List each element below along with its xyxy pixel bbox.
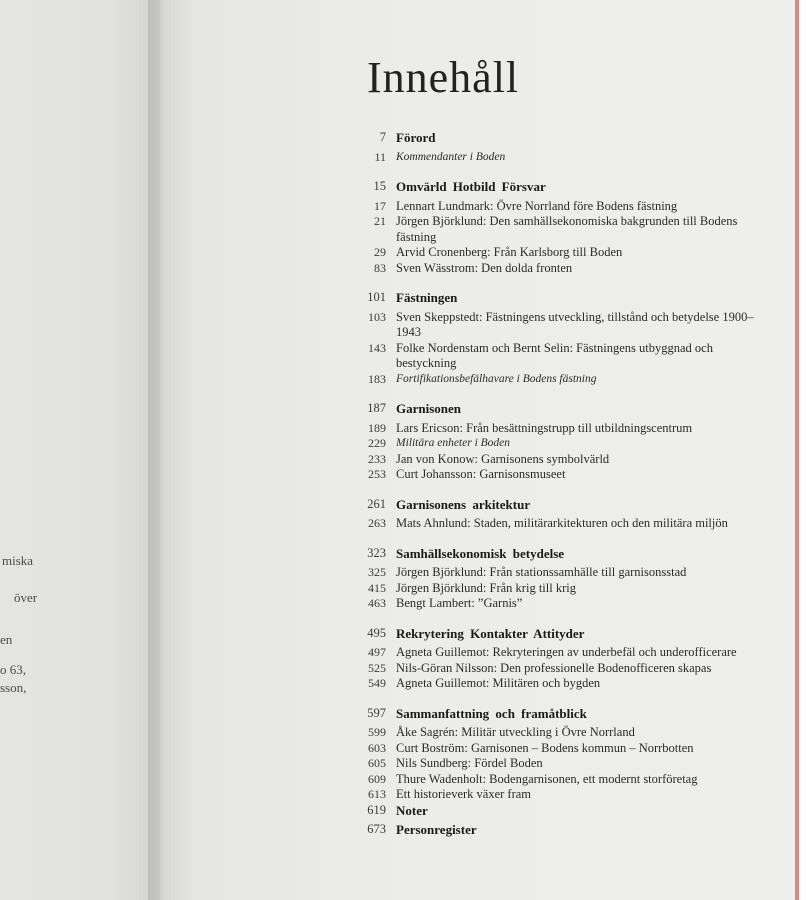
- toc-entry-title: Jan von Konow: Garnisonens symbolvärld: [396, 451, 610, 466]
- toc-entry-title: Förord: [396, 130, 436, 145]
- page-edge: [795, 0, 799, 900]
- toc-entry-title: Jörgen Björklund: Från stationssamhälle till garnisonsstad: [396, 565, 687, 579]
- toc-page-number: 21: [374, 214, 386, 228]
- toc-page-number: 17: [374, 198, 386, 213]
- left-page-fragment: över: [14, 590, 38, 605]
- toc-entry-title: Nils-Göran Nilsson: Den professionelle Bodenofficeren skapas: [396, 660, 712, 675]
- toc-heading: [330, 803, 770, 819]
- toc-entry: [330, 467, 770, 483]
- toc-page-number: 7: [379, 130, 386, 144]
- toc-entry: [330, 645, 770, 661]
- toc-entry: [330, 725, 770, 741]
- toc-page-number: 253: [368, 467, 386, 481]
- toc-entry-title: Sven Wässtrom: Den dolda fronten: [396, 260, 573, 275]
- toc-heading: [330, 626, 770, 642]
- toc-heading: [330, 822, 770, 838]
- toc-page-number: 143: [368, 340, 386, 355]
- toc-page-number: 415: [368, 580, 386, 595]
- toc-entry-title: Mats Ahnlund: Staden, militärarkitekturen och den militära miljön: [396, 516, 728, 530]
- toc-entry: [330, 661, 770, 677]
- toc-section: [330, 706, 770, 838]
- toc-entry: [330, 581, 770, 597]
- toc-entry-title: Omvärld Hotbild Försvar: [396, 179, 546, 194]
- toc-page-number: 11: [374, 149, 386, 164]
- toc-section: [330, 626, 770, 692]
- toc-heading: [330, 706, 770, 722]
- toc-entry-title: Fortifikationsbefälhavare i Bodens fästning: [396, 372, 597, 385]
- toc-entry-title: Personregister: [396, 822, 477, 837]
- toc-entry: [330, 421, 770, 437]
- toc-entry-title: Fästningen: [396, 290, 458, 305]
- toc-entry: [330, 150, 770, 166]
- toc-entry-title: Jörgen Björklund: Från krig till krig: [396, 580, 576, 595]
- toc-entry: [330, 245, 770, 261]
- toc-section: [330, 130, 770, 165]
- toc-section: [330, 290, 770, 387]
- toc-page-number: 103: [368, 309, 386, 324]
- toc-entry-title: Nils Sundberg: Fördel Boden: [396, 756, 543, 770]
- toc-entry: [330, 199, 770, 215]
- toc-entry: [330, 452, 770, 468]
- toc-entry-title: Bengt Lambert: ”Garnis”: [396, 596, 523, 610]
- toc-page-number: 603: [368, 740, 386, 755]
- toc-heading: [330, 401, 770, 417]
- toc-entry-title: Curt Boström: Garnisonen – Bodens kommun – Norrbotten: [396, 740, 694, 755]
- toc-entry-title: Samhällsekonomisk betydelse: [396, 545, 565, 561]
- toc-page-number: 83: [374, 260, 386, 275]
- toc-entry-title: Folke Nordenstam och Bernt Selin: Fästningens utbyggnad och bestyckning: [396, 340, 713, 370]
- toc-page-number: 325: [368, 565, 386, 579]
- toc-page-number: 229: [368, 436, 386, 450]
- toc-page-number: 497: [368, 645, 386, 659]
- toc-heading: [330, 179, 770, 195]
- toc-page-number: 597: [367, 705, 386, 720]
- toc-page-number: 101: [367, 290, 386, 304]
- toc-page-number: 189: [368, 420, 386, 435]
- toc-page-number: 549: [368, 676, 386, 690]
- toc-entry-title: Militära enheter i Boden: [396, 437, 511, 449]
- toc-section: [330, 179, 770, 276]
- toc-page-number: 29: [374, 245, 386, 259]
- toc-entry: [330, 341, 770, 372]
- toc-entry-title: Åke Sagrén: Militär utveckling i Övre Norrland: [396, 725, 635, 739]
- toc-heading: [330, 290, 770, 306]
- toc-entry: [330, 596, 770, 612]
- toc-page-number: 323: [367, 545, 386, 560]
- toc-entry-title: Agneta Guillemot: Rekryteringen av underbefäl och underofficerare: [396, 645, 737, 659]
- toc-entry: [330, 676, 770, 692]
- table-of-contents: [330, 130, 770, 852]
- left-page-fragment: miska: [2, 553, 34, 568]
- toc-heading: [330, 546, 770, 562]
- toc-entry-title: Kommendanter i Boden: [396, 150, 506, 163]
- left-page-fragment: o 63,: [0, 662, 26, 677]
- toc-entry-title: Garnisonen: [396, 401, 462, 416]
- toc-heading: [330, 130, 770, 146]
- toc-page-number: 673: [367, 822, 386, 836]
- toc-entry: [330, 565, 770, 581]
- toc-entry-title: Rekrytering Kontakter Attityder: [396, 625, 585, 641]
- toc-page-number: 609: [368, 771, 386, 786]
- toc-section: [330, 401, 770, 483]
- toc-entry-title: Curt Johansson: Garnisonsmuseet: [396, 467, 566, 481]
- toc-entry-title: Ett historieverk växer fram: [396, 787, 532, 801]
- toc-entry-title: Arvid Cronenberg: Från Karlsborg till Boden: [396, 245, 623, 259]
- toc-entry-title: Noter: [396, 802, 428, 818]
- toc-entry: [330, 436, 770, 452]
- toc-entry-title: Garnisonens arkitektur: [396, 496, 531, 512]
- toc-page-number: 15: [373, 179, 386, 193]
- left-page: [0, 0, 160, 900]
- toc-entry-title: Lennart Lundmark: Övre Norrland före Bodens fästning: [396, 198, 678, 213]
- toc-page-number: 463: [368, 596, 386, 610]
- toc-entry: [330, 741, 770, 757]
- book-gutter: [148, 0, 188, 900]
- toc-entry: [330, 756, 770, 772]
- toc-page-number: 599: [368, 725, 386, 739]
- toc-entry: [330, 772, 770, 788]
- left-page-fragment: en: [0, 632, 13, 647]
- toc-heading: [330, 497, 770, 513]
- toc-page-number: 187: [367, 401, 386, 415]
- toc-entry-title: Sammanfattning och framåtblick: [396, 705, 587, 721]
- toc-section: [330, 546, 770, 612]
- toc-page-number: 233: [368, 451, 386, 466]
- toc-entry: [330, 310, 770, 341]
- toc-entry-title: Thure Wadenholt: Bodengarnisonen, ett modernt storföretag: [396, 771, 698, 786]
- toc-page-number: 261: [367, 496, 386, 511]
- toc-entry-title: Lars Ericson: Från besättningstrupp till utbildningscentrum: [396, 420, 693, 435]
- toc-page-number: 525: [368, 660, 386, 675]
- toc-page-number: 183: [368, 371, 386, 386]
- toc-page-number: 619: [367, 802, 386, 817]
- toc-page-number: 263: [368, 516, 386, 530]
- toc-page-number: 605: [368, 756, 386, 770]
- toc-entry-title: Jörgen Björklund: Den samhällsekonomiska bakgrunden till Bodens fästning: [396, 214, 738, 244]
- toc-entry: [330, 261, 770, 277]
- toc-section: [330, 497, 770, 532]
- toc-entry: [330, 787, 770, 803]
- toc-page-number: 613: [368, 787, 386, 801]
- left-page-fragment: sson,: [0, 680, 27, 695]
- toc-entry: [330, 214, 770, 245]
- toc-entry: [330, 516, 770, 532]
- toc-page-number: 495: [367, 625, 386, 640]
- toc-entry-title: Agneta Guillemot: Militären och bygden: [396, 676, 601, 690]
- toc-entry: [330, 372, 770, 388]
- page-title: Innehåll: [367, 53, 520, 102]
- toc-entry-title: Sven Skeppstedt: Fästningens utveckling, tillstånd och betydelse 1900–1943: [396, 309, 754, 339]
